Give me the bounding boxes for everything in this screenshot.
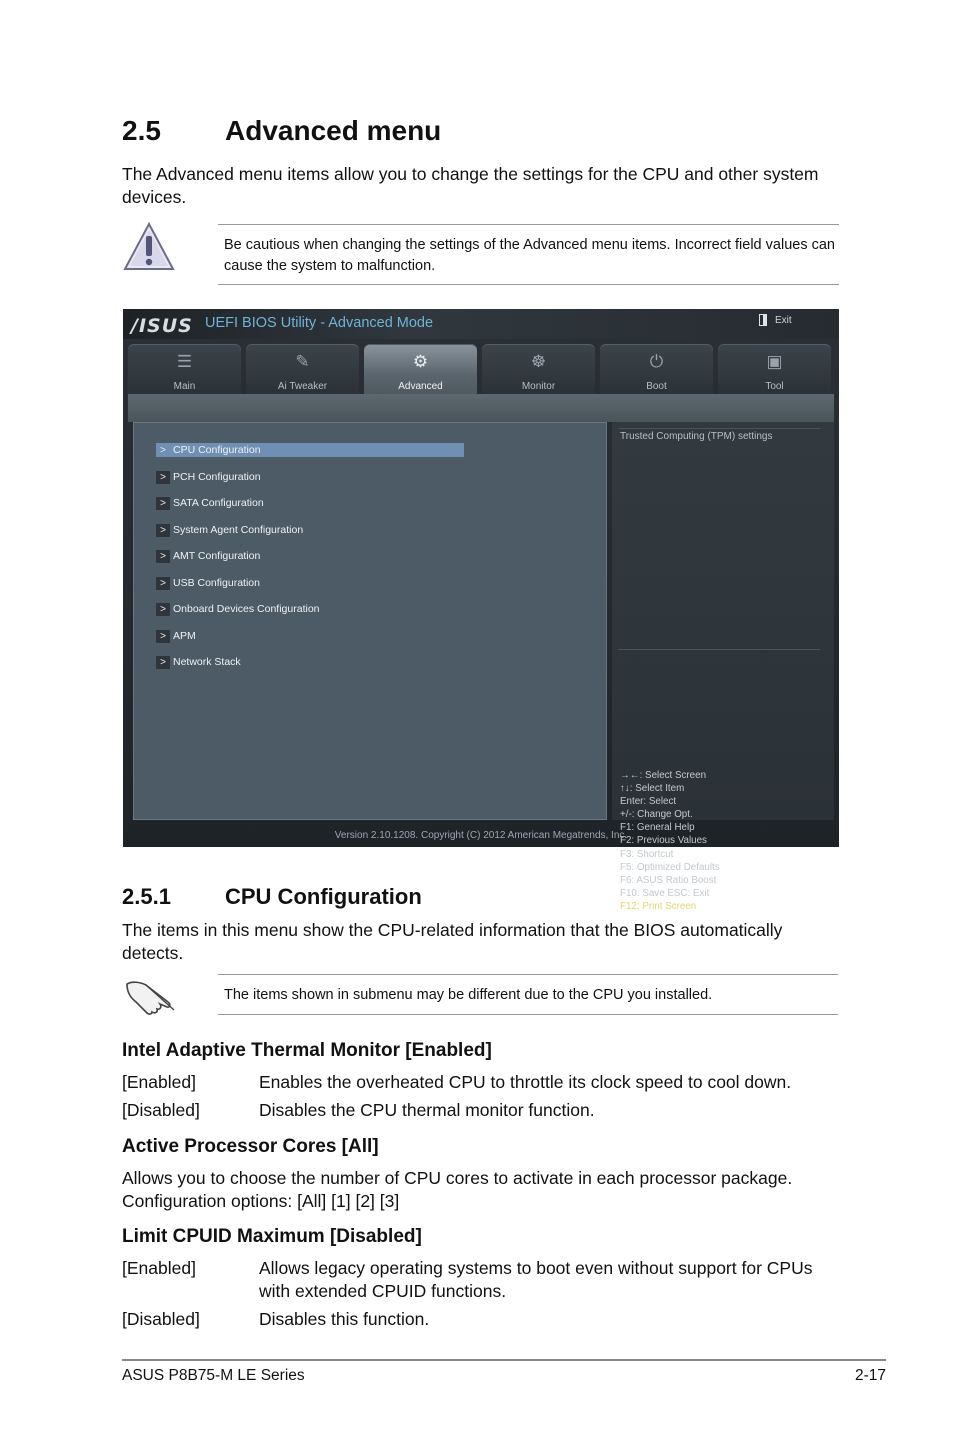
tab-main[interactable] [128, 344, 241, 394]
menu-item-label: Network Stack [173, 656, 241, 668]
bios-title-bar [123, 309, 839, 339]
option-key: [Enabled] [122, 1258, 196, 1278]
footer-rule [122, 1359, 886, 1361]
tab-monitor[interactable] [482, 344, 595, 394]
chevron-right-icon: > [156, 630, 170, 643]
tab-label: Advanced [398, 381, 443, 392]
item-heading-active-cores: Active Processor Cores [All] [122, 1136, 379, 1157]
item-heading-limit-cpuid: Limit CPUID Maximum [Disabled] [122, 1226, 422, 1247]
key-hint: F1: General Help [620, 822, 695, 834]
chevron-right-icon: > [160, 444, 166, 456]
menu-item-sata-configuration[interactable] [156, 496, 264, 510]
chevron-right-icon: > [156, 471, 170, 484]
caution-icon [123, 221, 175, 273]
key-hint: F10: Save ESC: Exit [620, 887, 710, 899]
menu-item-label: APM [173, 630, 196, 642]
help-description: Trusted Computing (TPM) settings [620, 431, 773, 442]
key-hint: F2: Previous Values [620, 835, 707, 847]
power-icon: ⏻ [649, 352, 664, 371]
exit-door-icon [759, 314, 767, 326]
menu-item-usb-configuration[interactable] [156, 576, 260, 590]
chevron-right-icon: > [156, 656, 170, 669]
menu-item-label: PCH Configuration [173, 471, 261, 483]
option-key: [Disabled] [122, 1309, 200, 1329]
key-hint: F5: Optimized Defaults [620, 861, 720, 873]
option-key: [Disabled] [122, 1100, 200, 1120]
tab-label: Ai Tweaker [277, 381, 328, 392]
key-hint: F6: ASUS Ratio Boost [620, 874, 717, 886]
menu-item-pch-configuration[interactable] [156, 470, 261, 484]
tab-label: Boot [646, 381, 667, 392]
bios-tab-band [128, 394, 834, 422]
bios-title: UEFI BIOS Utility - Advanced Mode [205, 315, 434, 331]
menu-item-label: Onboard Devices Configuration [173, 603, 320, 615]
advanced-icon: ⚙ [412, 352, 429, 371]
section-title: Advanced menu [225, 115, 442, 146]
key-hint: →←: Select Screen [620, 770, 707, 781]
bios-help-panel [612, 422, 834, 912]
menu-item-onboard-devices-configuration[interactable] [156, 602, 320, 616]
key-hint: ↑↓: Select Item [620, 783, 685, 795]
caution-top-rule [218, 224, 839, 225]
menu-item-network-stack[interactable] [156, 655, 241, 669]
menu-item-amt-configuration[interactable] [156, 549, 260, 563]
active-cores-options: Configuration options: [All] [1] [2] [3] [122, 1191, 400, 1211]
tab-advanced[interactable] [364, 344, 477, 394]
subsection-heading [122, 884, 422, 910]
chevron-right-icon: > [156, 524, 170, 537]
option-desc: Enables the overheated CPU to throttle its clock speed to cool down. [259, 1072, 792, 1092]
key-hint: Enter: Select [620, 796, 677, 808]
menu-item-label: CPU Configuration [173, 444, 261, 456]
active-cores-text: Allows you to choose the number of CPU cores to activate in each processor package. [122, 1168, 793, 1188]
subsection-number: 2.5.1 [122, 884, 171, 909]
help-keys-divider [618, 649, 820, 650]
section-heading [122, 115, 441, 147]
option-row [122, 1071, 842, 1094]
menu-item-cpu-configuration[interactable] [156, 443, 464, 457]
subsection-title: CPU Configuration [225, 884, 422, 909]
chevron-right-icon: > [156, 603, 170, 616]
tab-ai-tweaker[interactable] [246, 344, 359, 394]
exit-label: Exit [775, 314, 792, 326]
tab-boot[interactable] [600, 344, 713, 394]
exit-button[interactable] [759, 314, 792, 326]
option-desc: Disables this function. [259, 1309, 430, 1329]
menu-item-system-agent-configuration[interactable] [156, 523, 303, 537]
bios-tabs [128, 344, 834, 394]
tab-label: Tool [765, 381, 784, 392]
footer-product: ASUS P8B75-M LE Series [122, 1367, 305, 1384]
menu-item-label: USB Configuration [173, 577, 260, 589]
sub-intro-text: The items in this menu show the CPU-related information that the BIOS automatically detects. [122, 920, 783, 963]
menu-item-apm[interactable] [156, 629, 196, 643]
caution-note: Be cautious when changing the settings of the Advanced menu items. Incorrect field values can cause the system to malfunction. [224, 237, 835, 274]
option-row [122, 1308, 842, 1331]
footer-page-number: 2-17 [854, 1367, 886, 1384]
help-top-divider [618, 428, 820, 429]
pointing-hand-icon [124, 976, 178, 1016]
key-hint: +/-: Change Opt. [620, 809, 693, 821]
menu-item-label: System Agent Configuration [173, 524, 304, 536]
info-top-rule [218, 974, 838, 975]
bios-menu-panel [133, 422, 607, 820]
info-bottom-rule [218, 1014, 838, 1015]
key-hint: F3: Shortcut [620, 848, 674, 860]
info-note: The items shown in submenu may be different due to the CPU you installed. [224, 987, 713, 1003]
bios-version-footer: Version 2.10.1208. Copyright (C) 2012 American Megatrends, Inc. [334, 830, 628, 841]
option-row [122, 1257, 842, 1303]
option-key: [Enabled] [122, 1072, 196, 1092]
option-row [122, 1099, 842, 1122]
asus-logo: /ISUS [131, 315, 193, 337]
tool-icon: ▣ [766, 352, 783, 371]
key-hint-print-screen: F12: Print Screen [620, 900, 697, 912]
tab-label: Monitor [521, 381, 556, 392]
tab-label: Main [173, 381, 196, 392]
intro-text: The Advanced menu items allow you to change the settings for the CPU and other system devices. [122, 164, 819, 207]
option-desc: Disables the CPU thermal monitor function. [259, 1100, 595, 1120]
tweaker-icon: ✎ [295, 352, 310, 371]
menu-item-label: SATA Configuration [173, 497, 264, 509]
chevron-right-icon: > [156, 550, 170, 563]
caution-bottom-rule [218, 284, 839, 285]
option-desc: Allows legacy operating systems to boot even without support for CPUs with extended CPUID functions. [259, 1258, 813, 1301]
chevron-right-icon: > [156, 497, 170, 510]
chevron-right-icon: > [156, 577, 170, 590]
menu-item-label: AMT Configuration [173, 550, 261, 562]
section-number: 2.5 [122, 115, 161, 146]
item-heading-thermal-monitor: Intel Adaptive Thermal Monitor [Enabled] [122, 1040, 492, 1061]
tab-tool[interactable] [718, 344, 831, 394]
monitor-icon: ☸ [530, 352, 547, 371]
list-icon: ☰ [176, 352, 193, 371]
